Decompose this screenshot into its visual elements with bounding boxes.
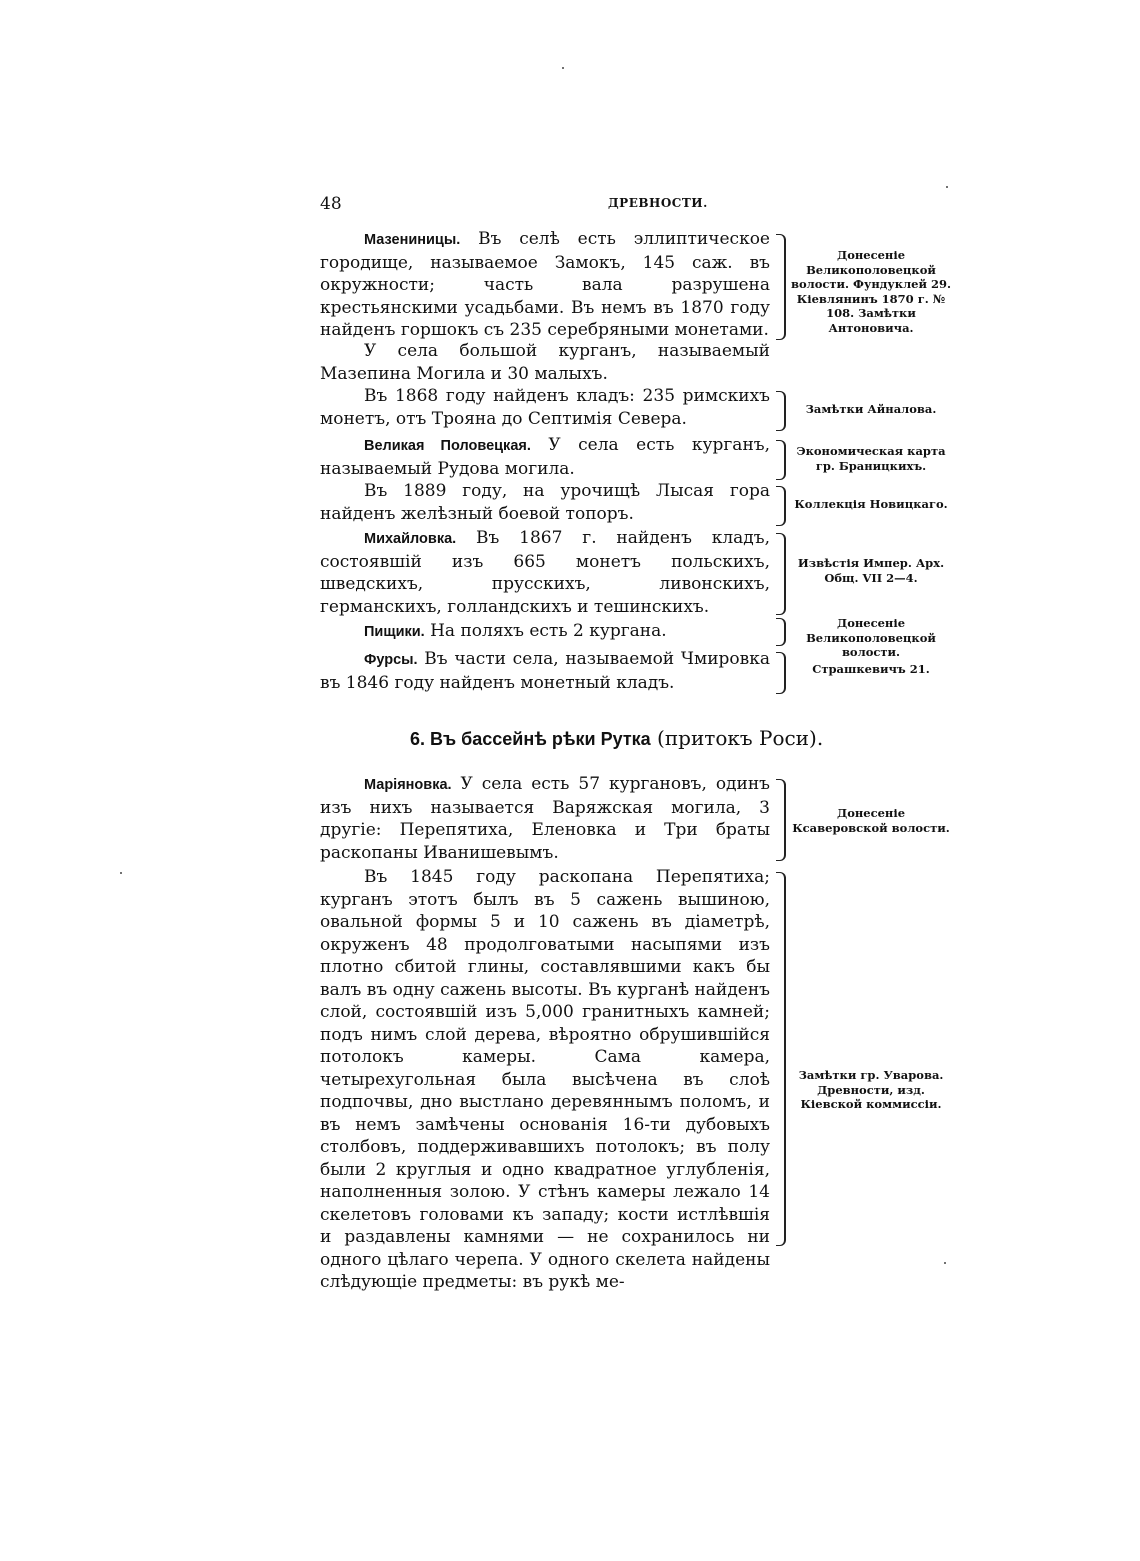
source-note: Донесеніе Великополовецкой волости. Фундуклей 29. Кіевлянинъ 1870 г. № 108. Замѣтки Антоновича.: [790, 248, 952, 335]
source-note: Донесеніе Великополовецкой волости.: [806, 616, 936, 659]
entry-perepyatikha-excavation: [320, 866, 770, 1294]
entry-lysaya-gora: [320, 480, 770, 525]
entry-text: Въ части села, называемой Чмировка въ 1846 году найденъ монетный кладъ.: [320, 649, 770, 693]
source-brace: [776, 533, 786, 615]
entry-text: Въ 1867 г. найденъ кладъ, состоявшій изъ 665 монетъ польскихъ, шведскихъ, прусскихъ, ливонскихъ, германскихъ, голландскихъ и тешинскихъ.: [320, 528, 770, 617]
source-brace: [776, 234, 786, 340]
page-number: 48: [320, 194, 342, 214]
source-brace: [776, 618, 786, 646]
place-name: Великая Половецкая.: [364, 438, 531, 454]
source-brace: [776, 779, 786, 861]
entry-treasure-1868: [320, 385, 770, 430]
place-name: Фурсы.: [364, 652, 418, 668]
section-heading: [410, 726, 823, 750]
scan-speck: [120, 872, 122, 874]
scan-speck: [946, 186, 948, 188]
entry-mariyanovka: [320, 773, 770, 864]
entry-text: У села есть курганъ, называемый Рудова могила.: [320, 435, 770, 479]
entry-text: Въ 1868 году найденъ кладъ: 235 римскихъ монетъ, отъ Трояна до Септимія Севера.: [320, 386, 770, 429]
source-brace: [776, 391, 786, 431]
source-brace: [776, 440, 786, 480]
entry-fursy: [320, 648, 770, 694]
place-name: Пищики.: [364, 624, 425, 640]
source-brace: [776, 652, 786, 694]
scan-speck: [562, 67, 564, 69]
section-heading-rest: (притокъ Роси).: [650, 726, 824, 750]
entry-velikaya-polovetskaya: [320, 434, 770, 480]
place-name: Маріяновка.: [364, 777, 452, 793]
entry-text: Въ 1889 году, на урочищѣ Лысая гора найденъ желѣзный боевой топоръ.: [320, 481, 770, 524]
entry-mikhaylovka: [320, 527, 770, 618]
entry-text: У села большой курганъ, называемый Мазепина Могила и 30 малыхъ.: [320, 341, 770, 384]
source-note: Замѣтки Айналова.: [805, 402, 937, 416]
entry-text-paragraph: [320, 340, 770, 385]
entry-text: Въ селѣ есть эллиптическое городище, называемое Замокъ, 145 саж. въ окружности; часть вала разрушена крестьянскими усадьбами. Въ немъ въ 1870 году найденъ горшокъ съ 235 серебряными монетами.: [320, 229, 770, 340]
source-brace: [776, 872, 786, 1246]
scan-speck: [944, 1262, 946, 1264]
entry-mazeninitsy: [320, 228, 770, 342]
place-name: Михайловка.: [364, 531, 457, 547]
entry-text: У села есть 57 кургановъ, одинъ изъ нихъ называется Варяжская могила, 3 другіе: Перепятиха, Еленовка и Три браты раскопаны Иванишевымъ.: [320, 774, 770, 863]
place-name: Мазениницы.: [364, 232, 461, 248]
entry-text: На поляхъ есть 2 кургана.: [424, 621, 667, 641]
entry-text: Въ 1845 году раскопана Перепятиха; курганъ этотъ былъ въ 5 сажень вышиною, овальной формы 5 и 10 сажень въ діаметрѣ, окруженъ 48 продолговатыми насыпями изъ плотно сбитой глины, составлявшими какъ бы валъ въ одну сажень высоты. Въ курганѣ найденъ слой, состоявшій изъ 5,000 гранитныхъ камней; подъ нимъ слой дерева, вѣроятно обрушившійся потолокъ камеры. Сама камера, четырехугольная была высѣчена въ слоѣ подпочвы, дно выстлано деревяннымъ поломъ, и въ немъ замѣчены основанія 16-ти дубовыхъ столбовъ, поддерживавшихъ потолокъ; въ полу были 2 круглыя и одно квадратное углубленія, наполненныя золою. У стѣнъ камеры лежало 14 скелетовъ головами къ западу; кости истлѣвшія и раздавлены камнями — не сохранилось ни одного цѣлаго черепа. У одного скелета найдены слѣдующіе предметы: въ рукѣ ме-: [320, 867, 770, 1292]
source-note: Донесеніе Ксаверовской волости.: [792, 806, 950, 835]
source-note: Экономическая карта гр. Браницкихъ.: [796, 444, 946, 473]
source-note: Коллекція Новицкаго.: [794, 497, 948, 511]
section-heading-title: 6. Въ бассейнѣ рѣки Рутка: [410, 729, 651, 749]
source-note: Замѣтки гр. Уварова. Древности, изд. Кіевской коммиссіи.: [798, 1068, 944, 1111]
source-note: Страшкевичъ 21.: [812, 662, 930, 676]
source-brace: [776, 486, 786, 526]
entry-pishchiki: [320, 620, 770, 644]
source-note: Извѣстія Импер. Арх. Общ. VII 2—4.: [797, 556, 945, 585]
running-title: ДРЕВНОСТИ.: [608, 196, 708, 210]
